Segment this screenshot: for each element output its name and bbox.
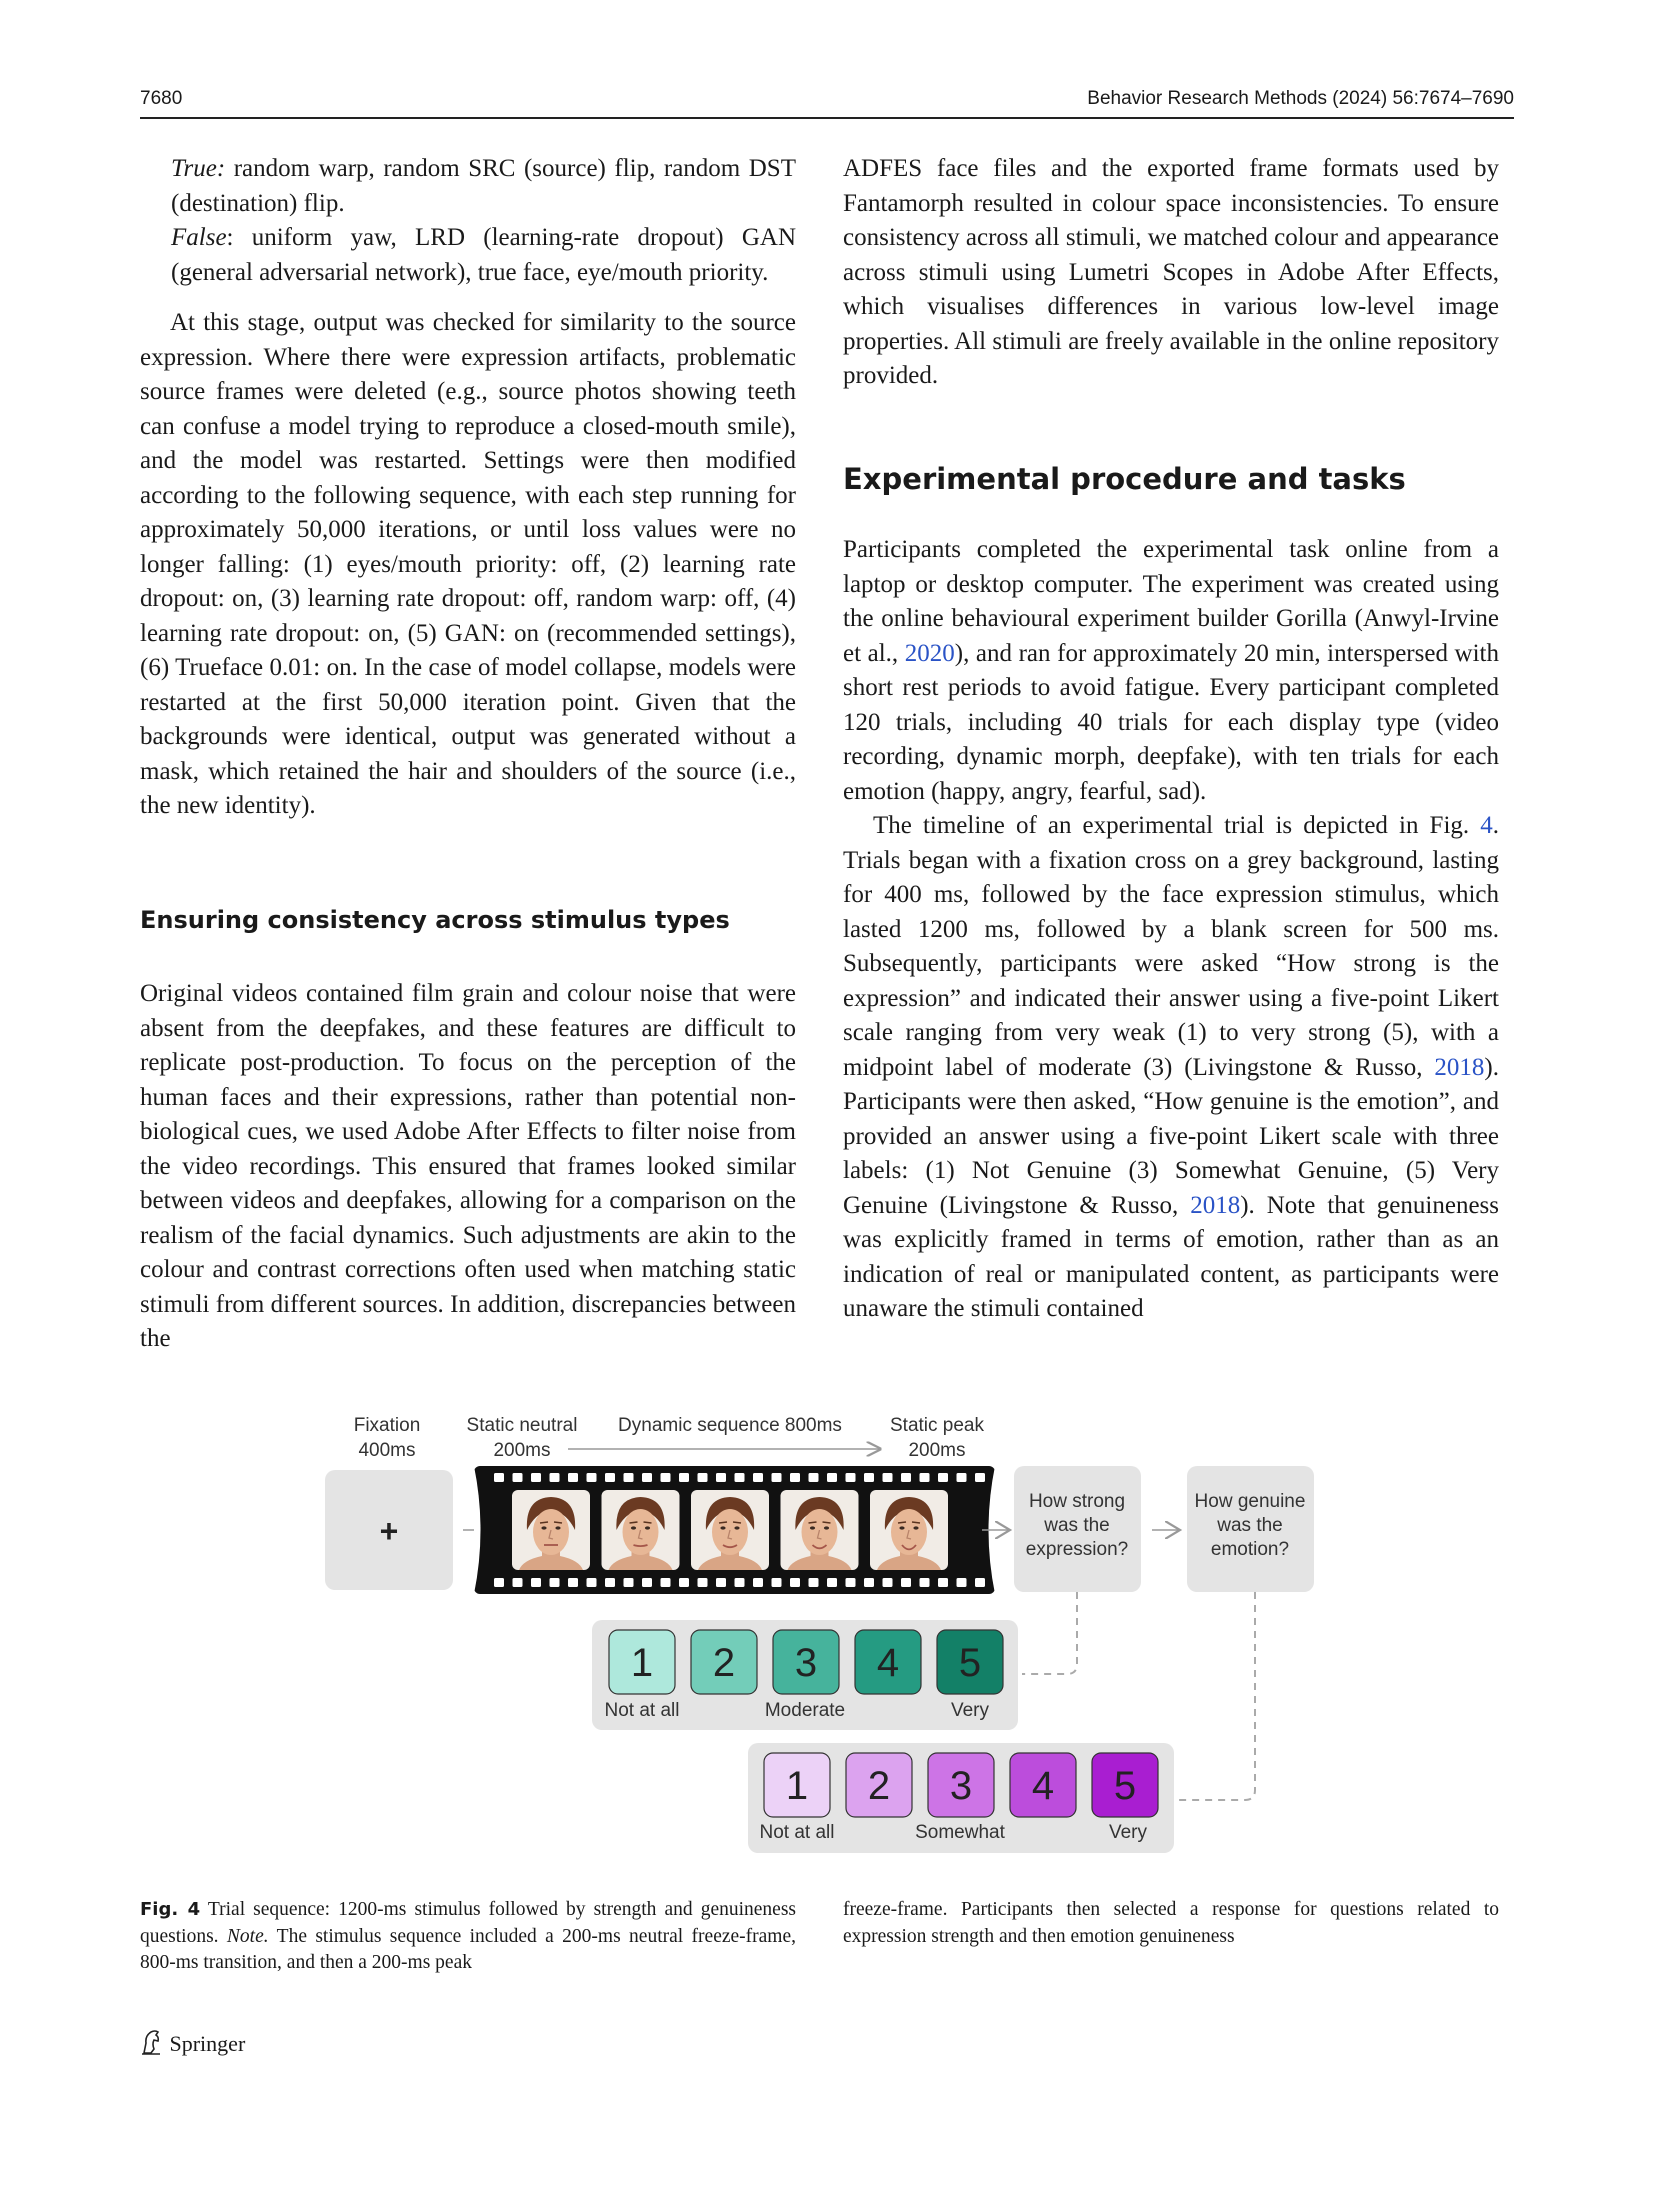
sprocket-hole — [809, 1578, 819, 1587]
question-genuine-line1: How genuine — [1194, 1491, 1306, 1512]
sprocket-hole — [531, 1578, 541, 1587]
face-frame-icon — [870, 1490, 948, 1570]
likert-option-number: 4 — [1031, 1764, 1055, 1808]
sprocket-hole — [772, 1473, 782, 1482]
genuine-label-high: Very — [1108, 1822, 1148, 1843]
likert-option-number: 1 — [630, 1641, 654, 1685]
figure-label: Fig. 4 — [140, 1899, 201, 1920]
genuine-label-mid: Somewhat — [915, 1822, 1005, 1843]
face-frame-icon — [512, 1490, 590, 1570]
figure-caption-right: freeze-frame. Participants then selected a response for questions related to expression strength and then emotion genuineness — [843, 1899, 1499, 1947]
likert-option-number: 2 — [712, 1641, 736, 1685]
sprocket-hole — [772, 1578, 782, 1587]
sprocket-hole — [513, 1578, 523, 1587]
sprocket-hole — [790, 1578, 800, 1587]
strength-label-low: Not at all — [604, 1700, 680, 1721]
sprocket-hole — [531, 1473, 541, 1482]
paragraph-consistency: Original videos contained film grain and colour noise that were absent from the deepfakes, and these features are difficult to replicate post-production. To focus on the perception of the human faces and their expressions, rather than potential non-biological cues, we used Adobe After Effects to filter noise from the video recordings. This ensured that frames looked similar between videos and deepfakes, allowing for a comparison on the realism of the facial dynamics. Such adjustments are akin to the colour and contrast corrections often used when matching static stimuli from different sources. In addition, discrepancies between the — [140, 980, 796, 1352]
sprocket-hole — [883, 1578, 893, 1587]
paragraph-procedure: Participants completed the experimental task online from a laptop or desktop computer. The experiment was created using the online behavioural experiment builder Gorilla (Anwyl-Irvine et al., 2020), and ran for approximately 20 min, interspersed with short rest periods to avoid fatigue. Every participant completed 120 trials, including 40 trials for each display type (video recording, dynamic morph, deepfake), with ten trials for each emotion (happy, angry, fearful, sad). — [843, 536, 1499, 805]
likert-option-number: 1 — [785, 1764, 809, 1808]
face-frame-icon — [691, 1490, 769, 1570]
likert-option-number: 3 — [794, 1641, 818, 1685]
sprocket-hole — [624, 1473, 634, 1482]
sprocket-hole — [605, 1578, 615, 1587]
sprocket-hole — [605, 1473, 615, 1482]
connector-genuine-scale — [1175, 1592, 1255, 1800]
sprocket-hole — [568, 1473, 578, 1482]
sprocket-hole — [587, 1473, 597, 1482]
paragraph-timeline: The timeline of an experimental trial is depicted in Fig. 4. Trials began with a fixation cross on a grey background, lasting for 400 ms, followed by the face expression stimulus, which lasted 1200 ms, followed by a blank screen for 500 ms. Subsequently, participants were asked “How strong is the expression” and indicated their answer using a five-point Likert scale ranging from very weak (1) to very strong (5), with a midpoint label of moderate (3) (Livingstone & Russo, 2018). Participants were then asked, “How genuine is the emotion”, and provided an answer using a five-point Likert scale with three labels: (1) Not Genuine (3) Somewhat Genuine, (5) Very Genuine (Livingstone & Russo, 2018). Note that genuineness was explicitly framed in terms of emotion, rather than as an indication of real or manipulated content, as participants were unaware the stimuli contained — [843, 812, 1499, 1322]
fixation-cross: + — [379, 1513, 399, 1549]
likert-option-number: 5 — [1113, 1764, 1137, 1808]
paragraph-colour-matching: ADFES face files and the exported frame formats used by Fantamorph resulted in colour space inconsistencies. To ensure consistency across all stimuli, we matched colour and appearance across stimuli using Lumetri Scopes in Adobe After Effects, which visualises differences in various low-level image properties. All stimuli are freely available in the online repository provided. — [843, 155, 1500, 389]
question-genuine-line2: was the — [1217, 1515, 1283, 1536]
paragraph-model-training: At this stage, output was checked for similarity to the source expression. Where there were expression artifacts, problematic source frames were deleted (e.g., source photos showing teeth can confuse a model trying to reproduce a closed-mouth smile), and the model was restarted. Settings were then modified according to the following sequence, with each step running for approximately 50,000 iterations, or until loss values were no longer falling: (1) eyes/mouth priority: off, (2) learning rate dropout: on, (3) learning rate dropout: off, random warp: off, (4) learning rate dropout: on, (5) GAN: on (recommended settings), (6) Trueface 0.01: on. In the case of model collapse, models were restarted at the first 50,000 iteration point. Given that the backgrounds were identical, output was generated without a mask, which retained the hair and shoulders of the source (i.e., the new identity). — [140, 309, 796, 819]
question-genuine-line3: emotion? — [1210, 1539, 1290, 1560]
sprocket-hole — [513, 1473, 523, 1482]
citation-link[interactable]: 2020 — [904, 639, 955, 667]
sprocket-hole — [716, 1578, 726, 1587]
sprocket-hole — [864, 1578, 874, 1587]
sprocket-hole — [716, 1473, 726, 1482]
sprocket-hole — [661, 1473, 671, 1482]
genuine-scale — [764, 1753, 1158, 1817]
sprocket-hole — [753, 1578, 763, 1587]
likert-option-number: 2 — [867, 1764, 891, 1808]
sprocket-hole — [494, 1578, 504, 1587]
sprocket-hole — [827, 1578, 837, 1587]
sprocket-hole — [753, 1473, 763, 1482]
strength-label-mid: Moderate — [764, 1700, 846, 1721]
section-heading-procedure: Experimental procedure and tasks — [843, 462, 1406, 496]
springer-horse-icon — [140, 2029, 164, 2055]
film-strip-icon — [474, 1466, 995, 1594]
sprocket-hole — [735, 1473, 745, 1482]
sprocket-hole — [901, 1473, 911, 1482]
sprocket-hole — [920, 1578, 930, 1587]
sprocket-hole — [901, 1578, 911, 1587]
sprocket-hole — [698, 1578, 708, 1587]
sprocket-hole — [642, 1578, 652, 1587]
false-settings: False: uniform yaw, LRD (learning-rate dropout) GAN (general adversarial network), true face, eye/mouth priority. — [171, 224, 796, 286]
question-strength-line2: was the — [1044, 1515, 1110, 1536]
citation-link[interactable]: 2018 — [1434, 1053, 1485, 1081]
fixation-time: 400ms — [358, 1440, 416, 1461]
sprocket-hole — [550, 1473, 560, 1482]
figure-caption-left: Fig. 4 Trial sequence: 1200-ms stimulus followed by strength and genuineness questions. Note. The stimulus sequence included a 200-ms neutral freeze-frame, 800-ms transition, and then a 200-ms peak — [140, 1899, 797, 1973]
sprocket-hole — [883, 1473, 893, 1482]
sprocket-hole — [679, 1473, 689, 1482]
likert-option-number: 3 — [949, 1764, 973, 1808]
sprocket-hole — [679, 1578, 689, 1587]
sprocket-hole — [846, 1473, 856, 1482]
sprocket-hole — [864, 1473, 874, 1482]
question-strength-line3: expression? — [1025, 1539, 1129, 1560]
page-number: 7680 — [140, 88, 183, 109]
sprocket-hole — [587, 1578, 597, 1587]
static-peak-time: 200ms — [908, 1440, 966, 1461]
sprocket-hole — [846, 1578, 856, 1587]
true-settings: True: random warp, random SRC (source) flip, random DST (destination) flip. — [171, 155, 796, 217]
sprocket-hole — [790, 1473, 800, 1482]
dynamic-sequence-label: Dynamic sequence 800ms — [618, 1415, 842, 1436]
sprocket-hole — [698, 1473, 708, 1482]
sprocket-hole — [642, 1473, 652, 1482]
sprocket-hole — [938, 1473, 948, 1482]
journal-citation: Behavior Research Methods (2024) 56:7674–7690 — [1087, 88, 1514, 109]
section-heading-consistency: Ensuring consistency across stimulus types — [140, 906, 730, 934]
likert-option-number: 4 — [876, 1641, 900, 1685]
sprocket-hole — [568, 1578, 578, 1587]
citation-link[interactable]: 2018 — [1190, 1191, 1241, 1219]
face-frame-icon — [602, 1490, 680, 1570]
sprocket-hole — [494, 1473, 504, 1482]
sprocket-hole — [735, 1578, 745, 1587]
sprocket-hole — [827, 1473, 837, 1482]
sprocket-hole — [550, 1578, 560, 1587]
face-frame-icon — [781, 1490, 859, 1570]
sprocket-hole — [920, 1473, 930, 1482]
sprocket-hole — [975, 1473, 985, 1482]
strength-label-high: Very — [950, 1700, 990, 1721]
static-neutral-label: Static neutral — [466, 1415, 578, 1436]
connector-strength-scale — [1022, 1592, 1077, 1674]
static-peak-label: Static peak — [890, 1415, 984, 1436]
genuine-label-low: Not at all — [759, 1822, 835, 1843]
sprocket-hole — [938, 1578, 948, 1587]
sprocket-hole — [809, 1473, 819, 1482]
sprocket-hole — [957, 1578, 967, 1587]
strength-scale — [609, 1630, 1003, 1694]
static-neutral-time: 200ms — [493, 1440, 551, 1461]
sprocket-hole — [975, 1578, 985, 1587]
likert-option-number: 5 — [958, 1641, 982, 1685]
sprocket-hole — [957, 1473, 967, 1482]
sprocket-hole — [661, 1578, 671, 1587]
question-strength-line1: How strong — [1028, 1491, 1126, 1512]
sprocket-hole — [624, 1578, 634, 1587]
publisher-footer: Springer — [140, 2029, 245, 2057]
figure-link[interactable]: 4 — [1480, 812, 1493, 839]
fixation-label: Fixation — [353, 1415, 421, 1436]
